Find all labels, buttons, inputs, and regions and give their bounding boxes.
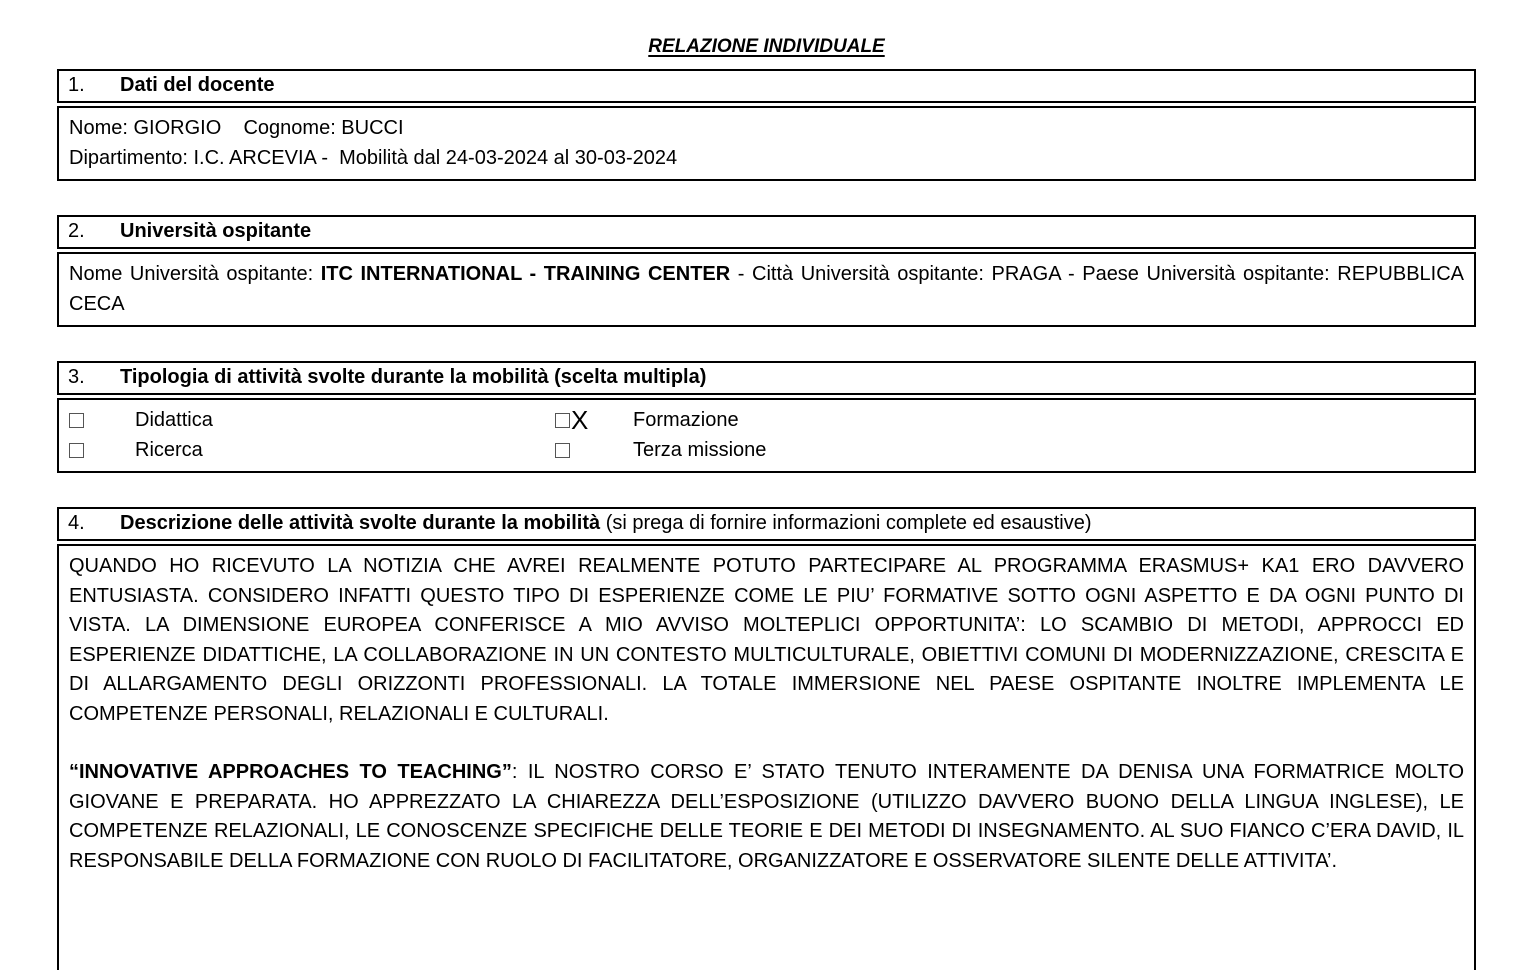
department-mobility-line: Dipartimento: I.C. ARCEVIA - Mobilità dal 24-03-2024 al 30-03-2024	[69, 147, 678, 169]
host-university-name: ITC INTERNATIONAL - TRAINING CENTER	[320, 263, 731, 285]
teacher-name-line: Nome: GIORGIO Cognome: BUCCI	[69, 117, 404, 139]
section-number: 2.	[68, 220, 85, 242]
checkbox-ricerca-icon[interactable]	[69, 443, 84, 458]
checkbox-checked-mark: X	[571, 405, 589, 435]
option-label: Formazione	[633, 409, 739, 431]
section-4-header	[57, 507, 1476, 541]
section-universita-ospitante	[57, 215, 1476, 327]
section-3-header	[57, 361, 1476, 395]
section-tipologia-attivita	[57, 361, 1476, 473]
section-2-content	[57, 252, 1476, 327]
checkbox-formazione-icon[interactable]	[555, 413, 570, 428]
option-label: Terza missione	[633, 439, 767, 461]
section-2-header	[57, 215, 1476, 249]
section-heading: Dati del docente	[120, 74, 275, 96]
section-heading: Descrizione delle attività svolte durante la mobilità	[120, 512, 601, 534]
option-didattica	[69, 405, 555, 435]
option-ricerca	[69, 435, 555, 465]
document-title: RELAZIONE INDIVIDUALE	[648, 36, 885, 57]
option-formazione	[555, 405, 1464, 435]
section-4-content	[57, 544, 1476, 970]
course-description-text: : IL NOSTRO CORSO E’ STATO TENUTO INTERAMENTE DA DENISA UNA FORMATRICE MOLTO GIOVANE E PREPARATA. HO APPREZZATO LA CHIAREZZA DELL’ESPOSIZIONE (UTILIZZO DAVVERO BUONO DELLA LINGUA INGLESE), LE COMPETENZE RELAZIONALI, LE CONOSCENZE SPECIFICHE DELLE TEORIE E DEI METODI DI INSEGNAMENTO. AL SUO FIANCO C’ERA DAVID, IL RESPONSABILE DELLA FORMAZIONE CON RUOLO DI FACILITATORE, ORGANIZZATORE E OSSERVATORE SILENTE DELLE ATTIVITA’.	[69, 761, 1464, 872]
description-paragraph-2	[69, 758, 1464, 876]
section-descrizione-attivita	[57, 507, 1476, 970]
section-dati-docente	[57, 69, 1476, 181]
option-terza-missione	[555, 435, 1464, 465]
section-1-header	[57, 69, 1476, 103]
description-paragraph-1: QUANDO HO RICEVUTO LA NOTIZIA CHE AVREI REALMENTE POTUTO PARTECIPARE AL PROGRAMMA ERASMUS+ KA1 ERO DAVVERO ENTUSIASTA. CONSIDERO INFATTI QUESTO TIPO DI ESPERIENZE COME LE PIU’ FORMATIVE SOTTO OGNI ASPETTO E DA OGNI PUNTO DI VISTA. LA DIMENSIONE EUROPEA CONFERISCE A MIO AVVISO MOLTEPLICI OPPORTUNITA’: LO SCAMBIO DI METODI, APPROCCI ED ESPERIENZE DIDATTICHE, LA COLLABORAZIONE IN UN CONTESTO MULTICULTURALE, OBIETTIVI COMUNI DI MODERNIZZAZIONE, CRESCITA E DI ALLARGAMENTO DEGLI ORIZZONTI PROFESSIONALI. LA TOTALE IMMERSIONE NEL PAESE OSPITANTE INOLTRE IMPLEMENTA LE COMPETENZE PERSONALI, RELAZIONALI E CULTURALI.	[69, 555, 1464, 725]
section-number: 3.	[68, 366, 85, 388]
course-title-text: “INNOVATIVE APPROACHES TO TEACHING”	[69, 761, 512, 783]
section-number: 1.	[68, 74, 85, 96]
section-3-content	[57, 398, 1476, 473]
section-heading: Tipologia di attività svolte durante la mobilità (scelta multipla)	[120, 366, 707, 388]
host-university-text: Nome Università ospitante:	[69, 263, 321, 285]
host-university-city-country: - Città Università ospitante: PRAGA - Paese Università ospitante: REPUBBLICA CECA	[69, 263, 1464, 315]
section-1-content	[57, 106, 1476, 181]
activity-options	[69, 405, 1464, 465]
section-number: 4.	[68, 512, 85, 534]
option-label: Ricerca	[135, 439, 203, 461]
option-label: Didattica	[135, 409, 213, 431]
checkbox-didattica-icon[interactable]	[69, 413, 84, 428]
section-heading: Università ospitante	[120, 220, 312, 242]
checkbox-terza-missione-icon[interactable]	[555, 443, 570, 458]
section-heading-note: (si prega di fornire informazioni complete ed esaustive)	[600, 512, 1092, 534]
